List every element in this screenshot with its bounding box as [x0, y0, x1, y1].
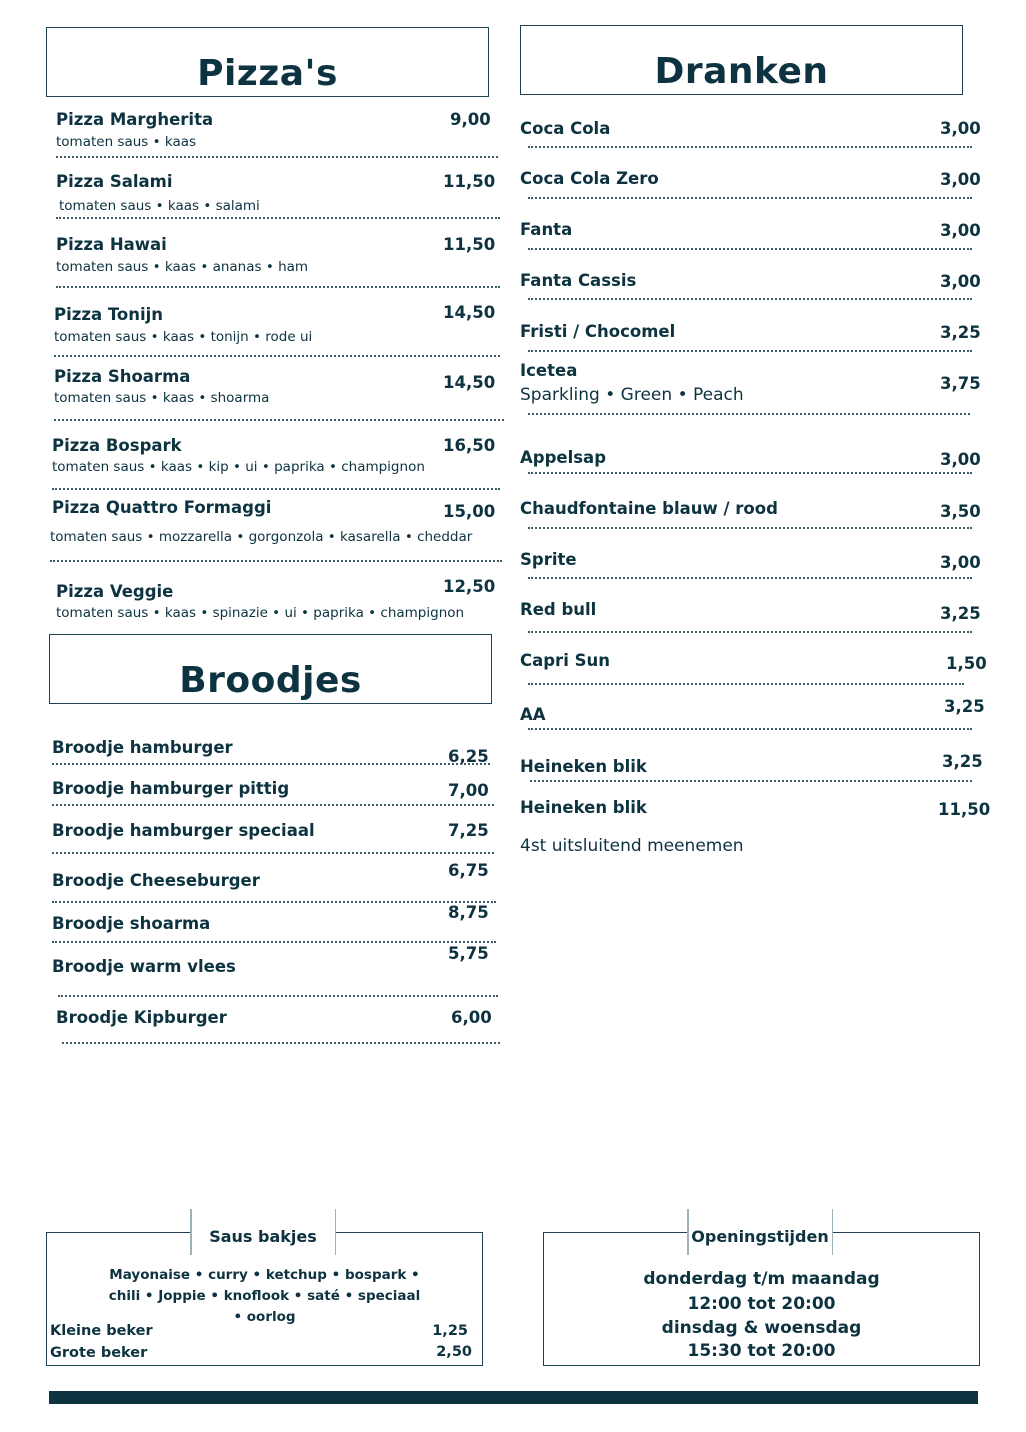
dotted-divider	[58, 995, 498, 997]
menu-item-capri-sun	[520, 651, 987, 685]
item-price: 3,00	[940, 450, 981, 469]
menu-item-icetea	[520, 361, 981, 421]
menu-item-broodje-cheeseburger	[52, 861, 500, 906]
item-description: tomaten saus • kaas • kip • ui • paprika • champignon	[52, 459, 425, 475]
dotted-divider	[56, 217, 500, 219]
menu-item-pizza-bospark	[52, 436, 502, 491]
item-name: Appelsap	[520, 448, 607, 467]
broodjes-heading-box	[49, 634, 492, 704]
item-price: 8,75	[448, 903, 489, 922]
menu-item-appelsap	[520, 448, 981, 480]
item-description: tomaten saus • kaas • shoarma	[54, 390, 270, 406]
menu-item-pizza-shoarma	[54, 367, 504, 422]
item-price: 3,50	[940, 502, 981, 521]
item-price: 11,50	[443, 172, 496, 191]
item-name: Pizza Shoarma	[54, 367, 191, 386]
dotted-divider	[52, 763, 490, 765]
item-name: Pizza Hawai	[56, 235, 167, 254]
item-name: AA	[520, 705, 546, 724]
dotted-divider	[54, 419, 504, 421]
menu-item-broodje-shoarma	[52, 903, 500, 948]
item-name: Pizza Veggie	[56, 582, 174, 601]
opening-line: dinsdag & woensdag	[661, 1318, 862, 1338]
dotted-divider	[528, 413, 970, 415]
menu-item-fanta	[520, 220, 981, 252]
dotted-divider	[52, 941, 496, 943]
item-name: Capri Sun	[520, 651, 610, 670]
dotted-divider	[52, 804, 494, 806]
item-name: Pizza Margherita	[56, 110, 214, 129]
item-name: Pizza Tonijn	[54, 305, 164, 324]
menu-item-pizza-veggie	[56, 577, 500, 629]
item-price: 3,00	[940, 170, 981, 189]
saus-list-line: Mayonaise • curry • ketchup • bospark •	[109, 1267, 420, 1283]
item-price: 3,25	[940, 323, 981, 342]
item-price: 3,25	[942, 752, 983, 771]
opening-line: donderdag t/m maandag	[643, 1269, 880, 1289]
footer-bar	[49, 1391, 978, 1404]
item-price: 3,00	[940, 119, 981, 138]
item-price: 9,00	[450, 110, 491, 129]
dotted-divider	[528, 350, 972, 352]
item-price: 14,50	[443, 373, 496, 392]
saus-row-price: 1,25	[432, 1323, 468, 1339]
saus-bakjes-title-text: Saus bakjes	[209, 1227, 317, 1246]
menu-item-pizza-hawai	[56, 235, 500, 290]
dotted-divider	[528, 728, 972, 730]
saus-row-label: Kleine beker	[50, 1323, 153, 1339]
dotted-divider	[528, 298, 972, 300]
opening-line: 15:30 tot 20:00	[687, 1341, 836, 1361]
item-description: Sparkling • Green • Peach	[520, 385, 744, 405]
dranken-heading-box	[520, 25, 963, 95]
menu-item-fanta-cassis	[520, 271, 981, 303]
item-name: Coca Cola Zero	[520, 169, 659, 188]
saus-row-label: Grote beker	[50, 1345, 148, 1361]
item-name: Red bull	[520, 600, 597, 619]
item-name: Broodje Kipburger	[56, 1008, 227, 1027]
item-price: 7,00	[448, 781, 489, 800]
opening-line: 12:00 tot 20:00	[687, 1294, 836, 1314]
broodjes-title: Broodjes	[179, 660, 362, 701]
item-name: Pizza Salami	[56, 172, 173, 191]
item-name: Coca Cola	[520, 119, 611, 138]
item-price: 5,75	[448, 944, 489, 963]
item-price: 1,50	[946, 654, 987, 673]
item-name: Broodje hamburger pittig	[52, 779, 290, 798]
menu-item-coca-cola-zero	[520, 169, 981, 201]
dotted-divider	[528, 146, 972, 148]
dotted-divider	[528, 248, 972, 250]
dotted-divider	[52, 852, 494, 854]
dotted-divider	[528, 527, 972, 529]
menu-item-chaudfontaine	[520, 499, 981, 531]
item-name: Broodje shoarma	[52, 914, 211, 933]
item-description: tomaten saus • kaas • tonijn • rode ui	[54, 329, 313, 345]
dotted-divider	[52, 488, 500, 490]
dotted-divider	[56, 286, 500, 288]
item-price: 11,50	[938, 800, 991, 819]
item-name: Chaudfontaine blauw / rood	[520, 499, 778, 518]
menu-item-broodje-hamburger-speciaal	[52, 821, 500, 856]
dotted-divider	[528, 577, 972, 579]
menu-item-coca-cola	[520, 119, 981, 151]
menu-item-fristi-chocomel	[520, 322, 981, 354]
item-price: 12,50	[443, 577, 496, 596]
item-price: 3,00	[940, 553, 981, 572]
item-name: Icetea	[520, 361, 578, 380]
dranken-title: Dranken	[654, 51, 829, 92]
pizzas-heading-box	[46, 27, 489, 97]
dotted-divider	[530, 780, 972, 782]
menu-item-heineken-blik	[520, 752, 983, 784]
dotted-divider	[528, 683, 964, 685]
menu-item-broodje-hamburger	[52, 738, 500, 768]
item-name: Heineken blik	[520, 798, 647, 817]
menu-item-red-bull	[520, 600, 981, 634]
menu-item-sprite	[520, 550, 981, 582]
pizzas-title: Pizza's	[197, 53, 338, 94]
dotted-divider	[528, 631, 972, 633]
menu-item-broodje-kipburger	[56, 1008, 500, 1048]
menu-item-pizza-tonijn	[54, 305, 500, 360]
menu-item-heineken-blik-4st	[520, 798, 991, 828]
item-price: 6,00	[451, 1008, 492, 1027]
item-name: Pizza Bospark	[52, 436, 182, 455]
item-price: 3,25	[944, 697, 985, 716]
dotted-divider	[50, 560, 502, 562]
item-price: 3,75	[940, 374, 981, 393]
dotted-divider	[56, 156, 498, 158]
item-description: tomaten saus • kaas • ananas • ham	[56, 259, 309, 275]
saus-row-price: 2,50	[436, 1344, 472, 1360]
item-price: 14,50	[443, 303, 496, 322]
item-price: 3,00	[940, 221, 981, 240]
item-name: Sprite	[520, 550, 577, 569]
dotted-divider	[528, 197, 972, 199]
saus-list-line: chili • Joppie • knoflook • saté • speciaal	[108, 1288, 421, 1304]
openingstijden-title	[687, 1217, 833, 1251]
item-name: Fanta Cassis	[520, 271, 637, 290]
item-description: tomaten saus • kaas • spinazie • ui • paprika • champignon	[56, 605, 465, 621]
item-price: 16,50	[443, 436, 496, 455]
saus-bakjes-title	[190, 1217, 336, 1251]
dotted-divider	[54, 355, 500, 357]
dranken-note: 4st uitsluitend meenemen	[520, 836, 744, 856]
menu-item-broodje-warm-vlees	[52, 944, 500, 999]
item-price: 3,00	[940, 272, 981, 291]
item-price: 6,25	[448, 747, 489, 766]
item-description: tomaten saus • mozzarella • gorgonzola • kasarella • cheddar	[50, 529, 473, 545]
menu-item-pizza-quattro-formaggi	[50, 498, 502, 563]
item-price: 11,50	[443, 235, 496, 254]
item-description: tomaten saus • kaas • salami	[59, 198, 260, 214]
item-name: Heineken blik	[520, 757, 647, 776]
item-price: 6,75	[448, 861, 489, 880]
item-price: 7,25	[448, 821, 489, 840]
dotted-divider	[62, 1042, 500, 1044]
item-name: Pizza Quattro Formaggi	[52, 498, 272, 517]
dotted-divider	[528, 472, 972, 474]
saus-list-line: • oorlog	[233, 1309, 296, 1325]
menu-item-aa	[520, 697, 985, 731]
menu-item-pizza-margherita	[56, 110, 500, 160]
openingstijden-title-text: Openingstijden	[691, 1227, 829, 1246]
menu-item-pizza-salami	[56, 172, 500, 222]
item-name: Fristi / Chocomel	[520, 322, 676, 341]
item-price: 3,25	[940, 604, 981, 623]
item-description: tomaten saus • kaas	[56, 134, 197, 150]
item-name: Broodje warm vlees	[52, 957, 236, 976]
item-name: Broodje Cheeseburger	[52, 871, 260, 890]
item-name: Fanta	[520, 220, 573, 239]
item-price: 15,00	[443, 502, 496, 521]
item-name: Broodje hamburger speciaal	[52, 821, 315, 840]
menu-item-broodje-hamburger-pittig	[52, 779, 500, 809]
item-name: Broodje hamburger	[52, 738, 233, 757]
